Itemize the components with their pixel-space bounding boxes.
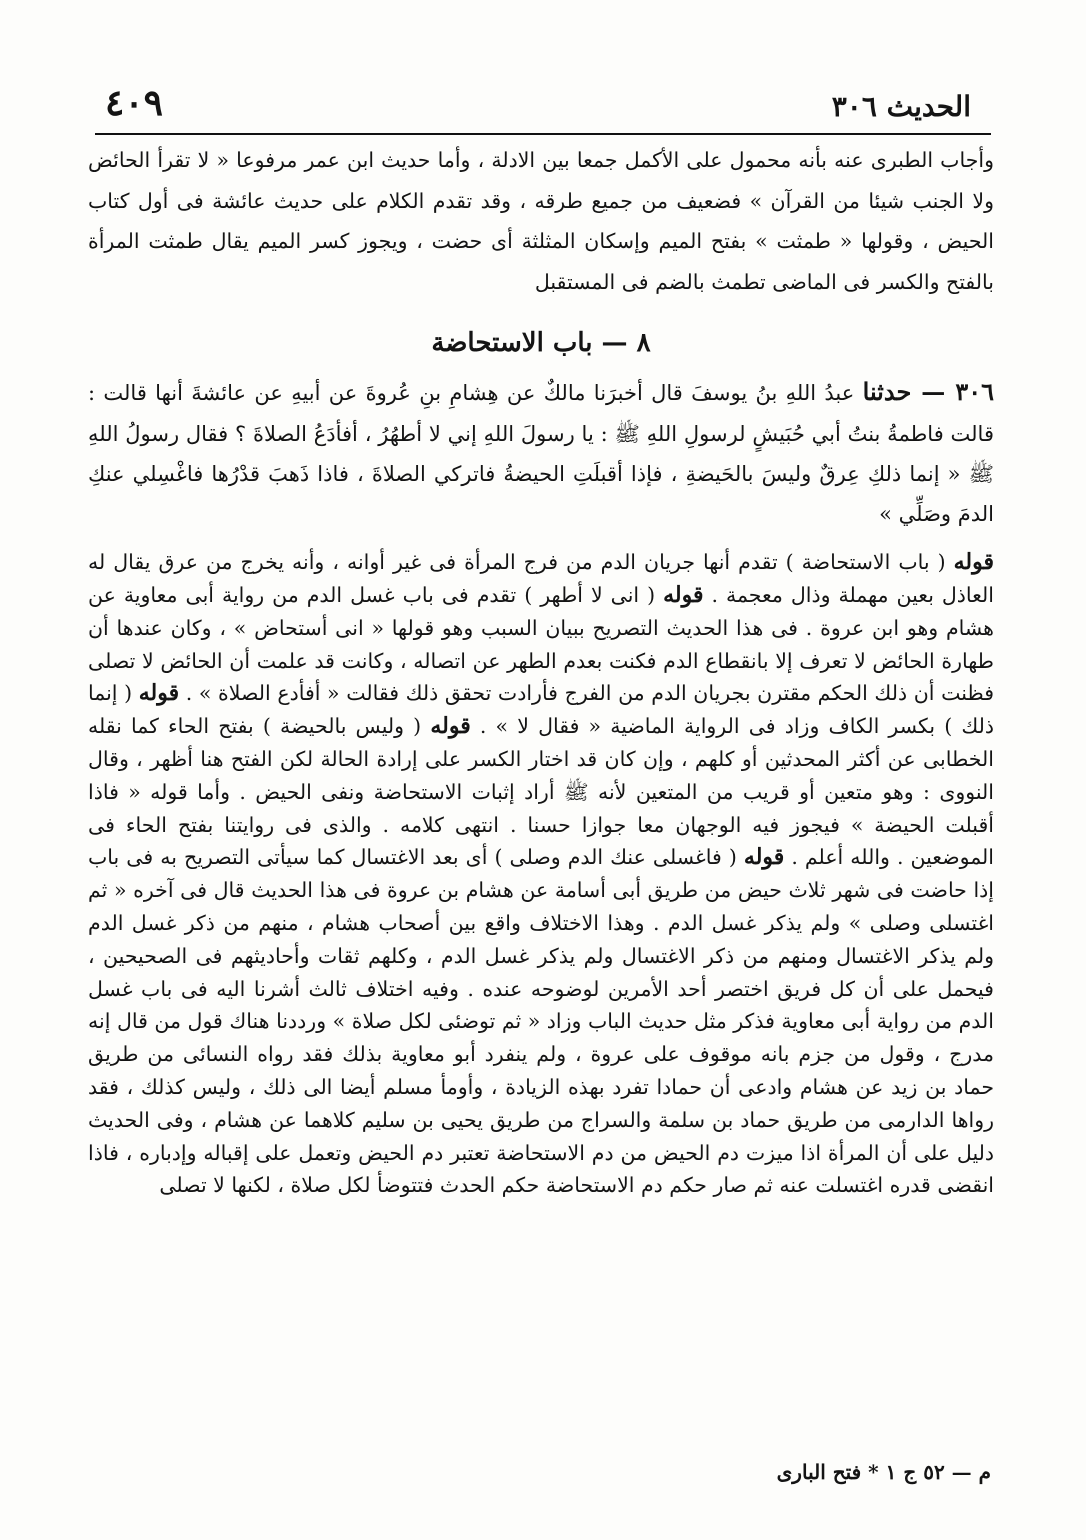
commentary-text: ( إنما ذلك ) بكسر الكاف وزاد فى الرواية الماضية « فقال لا » . <box>88 681 994 739</box>
commentary-keyword: قوله <box>663 581 704 608</box>
commentary-text: ( وليس بالحيضة ) بفتح الحاء كما نقله الخطابى عن أكثر المحدثين أو كلهم ، وإن كان قد اختار الكسر على إرادة الحالة لكن الفتح هنا أظهر ، وقال النووى : وهو متعين أو قريب من المتعين لأنه ﷺ أراد إثبات الاستحاضة ونفى الحيض . وأما قوله « فاذا أقبلت الحيضة » فيجوز فيه الوجهان معا جوازا حسنا . انتهى كلامه . والذى فى روايتنا بفتح الحاء فى الموضعين . والله أعلم . <box>88 714 994 870</box>
commentary-text: ( باب الاستحاضة ) تقدم أنها جريان الدم من فرج المرأة فى غير أوانه ، وأنه يخرج من عرق يقال له العاذل بعين مهملة وذال معجمة . <box>88 550 994 607</box>
header-rule <box>95 133 991 135</box>
page-number: ٤٠٩ <box>105 82 164 124</box>
commentary-text: ( فاغسلى عنك الدم وصلى ) أى بعد الاغتسال كما سيأتى التصريح به فى باب إذا حاضت فى شهر ثلاث حيض من طريق أبى أسامة عن هشام بن عروة فى هذا الحديث قال فى آخره « ثم اغتسلى وصلى » ولم يذكر غسل الدم . وهذا الاختلاف واقع بين أصحاب هشام ، منهم من ذكر غسل الدم ولم يذكر الاغتسال ومنهم من ذكر الاغتسال ولم يذكر غسل الدم ، وكلهم ثقات وأحاديثهم فى الصحيحين ، فيحمل على أن كل فريق اختصر أحد الأمرين لوضوحه عنده . وفيه اختلاف ثالث أشرنا اليه فى باب غسل الدم من رواية أبى معاوية فذكر مثل حديث الباب وزاد « ثم توضئى لكل صلاة » ورددنا هناك قول من قال إنه مدرج ، وقول من جزم بانه موقوف على عروة ، ولم ينفرد أبو معاوية بذلك فقد رواه النسائى من طريق حماد بن زيد عن هشام وادعى أن حمادا تفرد بهذه الزيادة ، وأومأ مسلم أيضا الى ذلك ، وليس كذلك ، فقد رواها الدارمى من طريق حماد بن سلمة والسراج من طريق يحيى بن سليم كلاهما عن هشام ، وفى الحديث دليل على أن المرأة اذا ميزت دم الحيض من دم الاستحاضة تعتبر دم الحيض وتعمل على إقباله وإدباره ، فاذا انقضى قدره اغتسلت عنه ثم صار حكم دم الاستحاضة حكم الحدث فتتوضأ لكل صلاة ، لكنها لا تصلى <box>88 845 995 1198</box>
page-body <box>88 140 994 1202</box>
intro-paragraph: وأجاب الطبرى عنه بأنه محمول على الأكمل جمعا بين الادلة ، وأما حديث ابن عمر مرفوعا « لا تقرأ الحائض ولا الجنب شيئا من القرآن » فضعيف من جميع طرقه ، وقد تقدم الكلام على حديث عائشة فى أول كتاب الحيض ، وقولها « طمثت » بفتح الميم وإسكان المثلثة أى حضت ، ويجوز كسر الميم يقال طمثت المرأة بالفتح والكسر فى الماضى تطمث بالضم فى المستقبل <box>88 148 994 294</box>
page-title: الحديث ٣٠٦ <box>831 90 971 123</box>
commentary-keyword: قوله <box>953 549 994 576</box>
commentary-keyword: قوله <box>138 680 180 707</box>
commentary-text: ( انى لا أطهر ) تقدم فى باب غسل الدم من رواية أبى معاوية عن هشام وهو ابن عروة . فى هذا الحديث التصريح ببيان السبب وهو قولها « انى أستحاض » ، وكان عندها أن طهارة الحائض لا تعرف إلا بانقطاع الدم فكنت بعدم الطهر عن اتصاله ، وكانت قد علمت أن الحائض لا تصلى فظنت أن ذلك الحكم مقترن بجريان الدم من الفرج فأرادت تحقق ذلك فقالت « أفأدع الصلاة » . <box>88 582 994 706</box>
hadith-lead: ٣٠٦ — حدثنا <box>862 377 994 407</box>
hadith-body: عبدُ اللهِ بنُ يوسفَ قال أخبرَنا مالكٌ عن هِشامِ بنِ عُروةَ عن أبيهِ عن عائشةَ أنها قالت : قالت فاطمةُ بنتُ أبي حُبَيشٍ لرسولِ اللهِ ﷺ : يا رسولَ اللهِ إني لا أطهُرُ ، أفأدَعُ الصلاةَ ؟ فقال رسولُ اللهِ ﷺ « إنما ذلكِ عِرقٌ وليسَ بالحَيضةِ ، فإذا أقبلَتِ الحيضةُ فاتركي الصلاةَ ، فاذا ذَهبَ قدْرُها فاغْسِلي عنكِ الدمَ وصَلِّي » <box>88 381 994 526</box>
hadith-text <box>88 372 994 534</box>
page-footer: م — ٥٢ ج ١ * فتح البارى <box>776 1460 991 1484</box>
chapter-heading: ٨ — باب الاستحاضة <box>431 328 651 359</box>
commentary-keyword: قوله <box>743 844 785 871</box>
page-header <box>95 80 971 130</box>
commentary <box>88 546 994 1202</box>
commentary-keyword: قوله <box>430 713 471 740</box>
